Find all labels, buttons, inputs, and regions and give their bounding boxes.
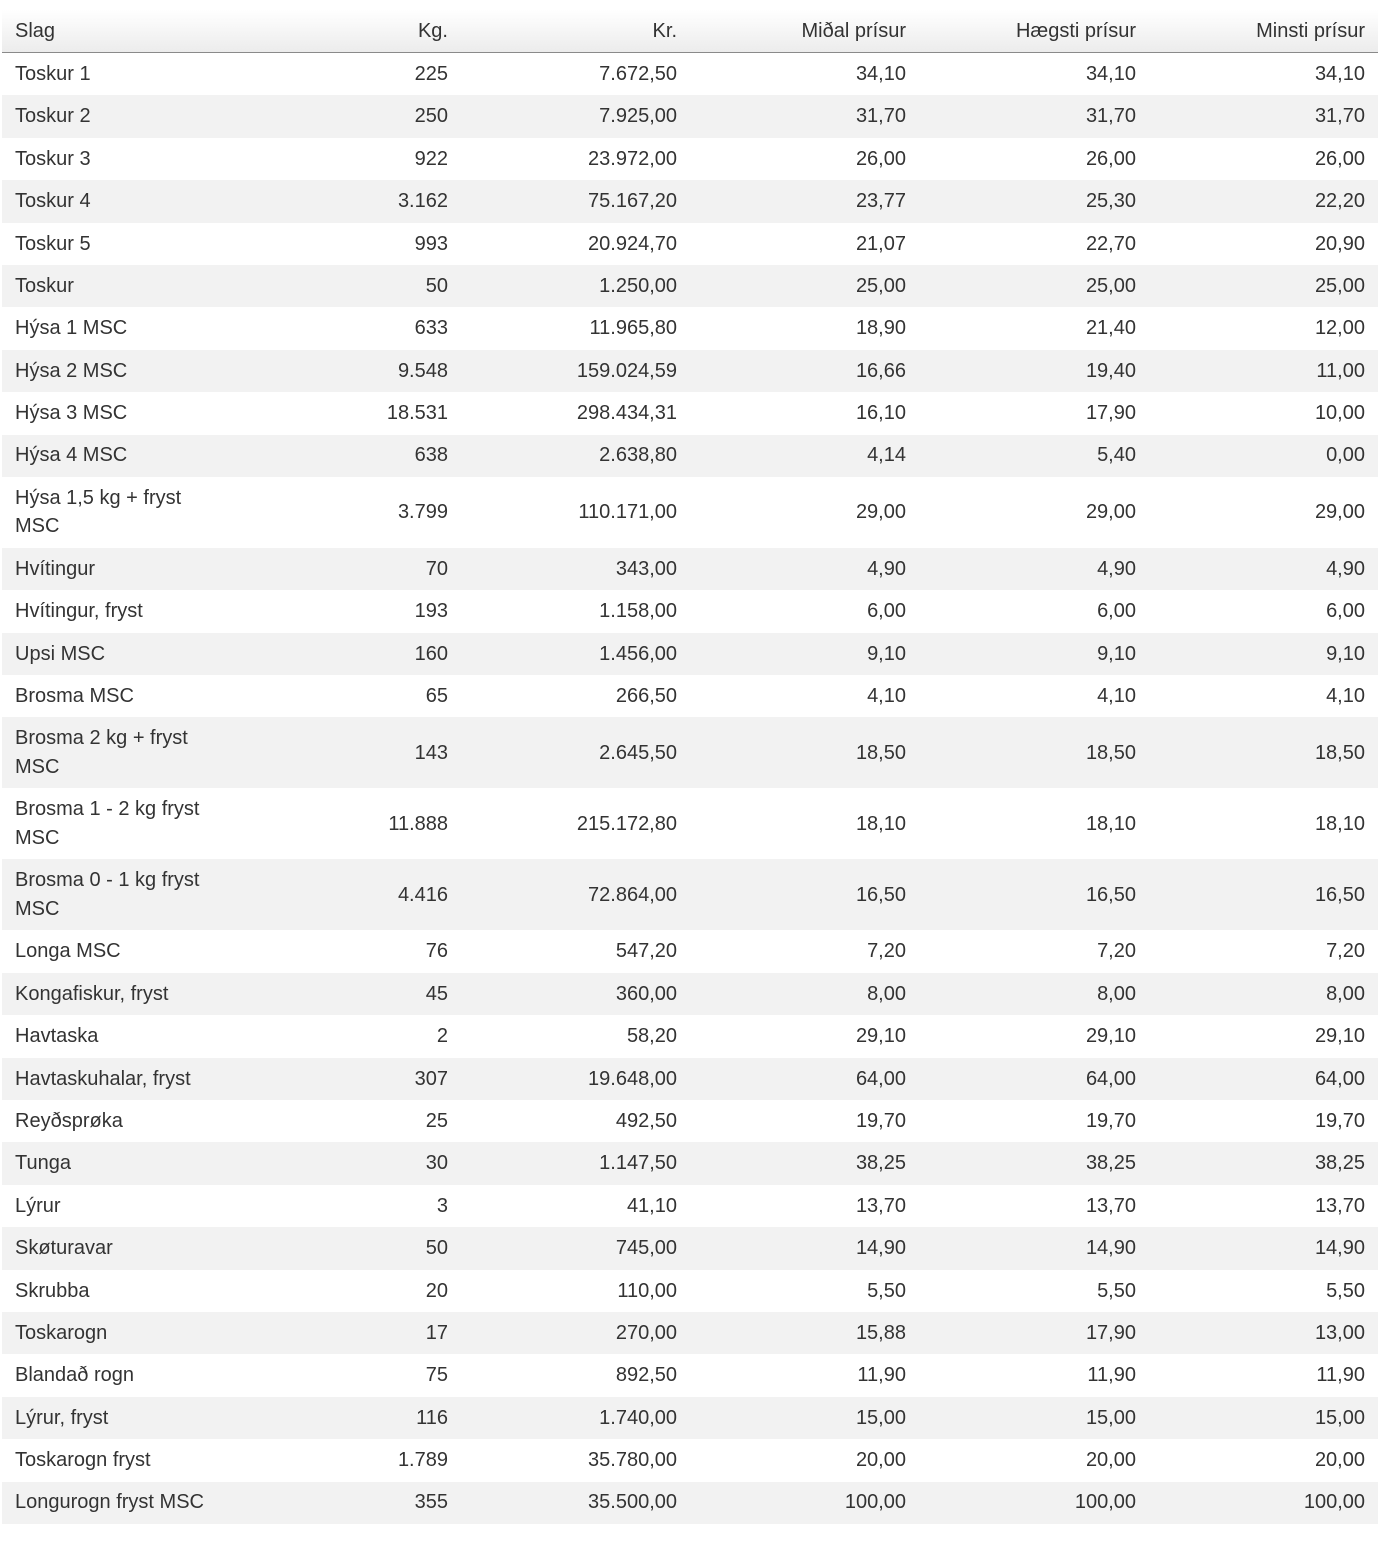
table-row — [2, 392, 1378, 434]
cell-avg-price: 20,00 — [855, 1449, 906, 1472]
cell-avg-price: 4,90 — [867, 557, 906, 580]
cell-slag: Skrubba — [15, 1279, 90, 1302]
column-header-max-price[interactable]: Hægsti prísur — [919, 10, 1149, 53]
cell-avg-price: 18,50 — [855, 741, 906, 764]
cell-avg-price: 15,00 — [855, 1406, 906, 1429]
cell-kr: 547,20 — [615, 940, 677, 963]
cell-max-price: 15,00 — [1085, 1406, 1136, 1429]
cell-kg: 50 — [425, 1237, 448, 1260]
cell-kg: 3.162 — [397, 190, 448, 213]
cell-slag: Tunga — [15, 1152, 71, 1175]
cell-slag: Toskur 5 — [15, 232, 91, 255]
cell-avg-price: 29,00 — [855, 501, 906, 524]
cell-slag: Lýrur — [15, 1194, 61, 1217]
cell-slag: Skøturavar — [15, 1237, 113, 1260]
cell-kg: 17 — [425, 1321, 448, 1344]
cell-max-price: 25,00 — [1085, 274, 1136, 297]
cell-min-price: 5,50 — [1326, 1279, 1365, 1302]
cell-max-price: 11,90 — [1087, 1364, 1136, 1387]
cell-avg-price: 21,07 — [855, 232, 906, 255]
cell-slag: Longa MSC — [15, 940, 121, 963]
cell-kr: 266,50 — [615, 685, 677, 708]
cell-kr: 72.864,00 — [588, 883, 677, 906]
cell-min-price: 18,50 — [1314, 741, 1365, 764]
cell-kg: 18.531 — [386, 402, 448, 425]
cell-slag: Reyðsprøka — [15, 1109, 123, 1132]
table-row — [2, 1227, 1378, 1269]
cell-max-price: 29,00 — [1085, 501, 1136, 524]
cell-kg: 3 — [436, 1194, 448, 1217]
cell-slag: Hýsa 2 MSC — [15, 359, 128, 382]
price-table-container — [2, 10, 1378, 1524]
cell-slag: Toskur 1 — [15, 62, 91, 85]
table-row — [2, 1312, 1378, 1354]
cell-slag: Brosma 1 - 2 kg fryst MSC — [15, 798, 200, 849]
table-row — [2, 1015, 1378, 1057]
cell-slag: Toskur 4 — [15, 190, 91, 213]
column-header-kg[interactable]: Kg. — [231, 10, 461, 53]
table-row — [2, 265, 1378, 307]
cell-slag: Brosma 2 kg + fryst MSC — [15, 727, 188, 778]
cell-max-price: 4,90 — [1097, 557, 1136, 580]
cell-kr: 745,00 — [615, 1237, 677, 1260]
table-row — [2, 1100, 1378, 1142]
cell-min-price: 19,70 — [1314, 1109, 1365, 1132]
cell-max-price: 16,50 — [1085, 883, 1136, 906]
cell-kg: 355 — [414, 1491, 448, 1514]
table-row — [2, 223, 1378, 265]
cell-min-price: 29,10 — [1314, 1025, 1365, 1048]
cell-max-price: 19,40 — [1085, 359, 1136, 382]
cell-max-price: 18,50 — [1085, 741, 1136, 764]
cell-kr: 35.500,00 — [588, 1491, 677, 1514]
table-row — [2, 1270, 1378, 1312]
cell-max-price: 5,40 — [1097, 444, 1136, 467]
cell-kg: 193 — [414, 600, 448, 623]
cell-kg: 160 — [414, 642, 448, 665]
cell-min-price: 38,25 — [1314, 1152, 1365, 1175]
cell-kg: 1.789 — [397, 1449, 448, 1472]
cell-max-price: 20,00 — [1085, 1449, 1136, 1472]
cell-slag: Toskur 3 — [15, 147, 91, 170]
cell-max-price: 6,00 — [1097, 600, 1136, 623]
cell-slag: Hýsa 4 MSC — [15, 444, 128, 467]
cell-avg-price: 38,25 — [855, 1152, 906, 1175]
cell-avg-price: 18,10 — [855, 812, 906, 835]
cell-min-price: 8,00 — [1326, 982, 1365, 1005]
table-row — [2, 307, 1378, 349]
table-row — [2, 1142, 1378, 1184]
column-header-min-price[interactable]: Minsti prísur — [1149, 10, 1378, 53]
cell-max-price: 34,10 — [1085, 62, 1136, 85]
cell-kg: 30 — [425, 1152, 448, 1175]
cell-avg-price: 18,90 — [855, 317, 906, 340]
cell-kr: 892,50 — [615, 1364, 677, 1387]
cell-slag: Hýsa 3 MSC — [15, 402, 128, 425]
table-row — [2, 675, 1378, 717]
cell-avg-price: 29,10 — [855, 1025, 906, 1048]
cell-kr: 7.672,50 — [599, 62, 677, 85]
cell-slag: Toskarogn fryst — [15, 1449, 151, 1472]
cell-kr: 1.147,50 — [599, 1152, 677, 1175]
cell-kr: 20.924,70 — [588, 232, 677, 255]
cell-avg-price: 13,70 — [855, 1194, 906, 1217]
cell-min-price: 22,20 — [1314, 190, 1365, 213]
table-row — [2, 1482, 1378, 1524]
cell-kg: 11.888 — [388, 812, 448, 835]
cell-kr: 1.158,00 — [599, 600, 677, 623]
cell-kr: 110,00 — [617, 1279, 677, 1302]
cell-min-price: 31,70 — [1314, 105, 1365, 128]
cell-max-price: 8,00 — [1097, 982, 1136, 1005]
cell-kr: 110.171,00 — [578, 501, 677, 524]
cell-kg: 9.548 — [397, 359, 448, 382]
cell-max-price: 21,40 — [1085, 317, 1136, 340]
cell-avg-price: 11,90 — [857, 1364, 906, 1387]
cell-min-price: 18,10 — [1314, 812, 1365, 835]
cell-min-price: 25,00 — [1314, 274, 1365, 297]
cell-slag: Toskur — [15, 274, 74, 297]
table-row — [2, 590, 1378, 632]
cell-kg: 633 — [414, 317, 448, 340]
cell-slag: Upsi MSC — [15, 642, 106, 665]
cell-kr: 19.648,00 — [588, 1067, 677, 1090]
cell-min-price: 34,10 — [1314, 62, 1365, 85]
cell-kg: 25 — [425, 1109, 448, 1132]
table-row — [2, 930, 1378, 972]
cell-kg: 993 — [414, 232, 448, 255]
table-header — [2, 10, 1378, 53]
cell-slag: Lýrur, fryst — [15, 1406, 109, 1429]
cell-min-price: 0,00 — [1326, 444, 1365, 467]
cell-min-price: 14,90 — [1314, 1237, 1365, 1260]
table-row — [2, 548, 1378, 590]
cell-slag: Havtaska — [15, 1025, 99, 1048]
cell-avg-price: 16,10 — [855, 402, 906, 425]
cell-kr: 1.740,00 — [599, 1406, 677, 1429]
cell-min-price: 13,70 — [1314, 1194, 1365, 1217]
cell-kg: 4.416 — [397, 883, 448, 906]
cell-kg: 20 — [425, 1279, 448, 1302]
cell-max-price: 19,70 — [1085, 1109, 1136, 1132]
cell-kg: 75 — [425, 1364, 448, 1387]
cell-kg: 250 — [414, 105, 448, 128]
cell-slag: Hvítingur, fryst — [15, 600, 143, 623]
cell-slag: Hýsa 1,5 kg + fryst MSC — [15, 486, 182, 538]
cell-avg-price: 5,50 — [867, 1279, 906, 1302]
cell-avg-price: 31,70 — [855, 105, 906, 128]
cell-max-price: 26,00 — [1085, 147, 1136, 170]
table-body — [2, 53, 1378, 1524]
cell-slag: Longurogn fryst MSC — [15, 1491, 204, 1514]
cell-max-price: 100,00 — [1074, 1491, 1136, 1514]
table-row — [2, 1397, 1378, 1439]
cell-max-price: 17,90 — [1085, 402, 1136, 425]
cell-min-price: 4,10 — [1326, 685, 1365, 708]
cell-avg-price: 23,77 — [855, 190, 906, 213]
cell-avg-price: 26,00 — [855, 147, 906, 170]
cell-min-price: 4,90 — [1326, 557, 1365, 580]
table-row — [2, 1058, 1378, 1100]
header-row — [2, 10, 1378, 53]
cell-min-price: 6,00 — [1326, 600, 1365, 623]
table-row — [2, 633, 1378, 675]
cell-min-price: 13,00 — [1314, 1321, 1365, 1344]
cell-avg-price: 64,00 — [855, 1067, 906, 1090]
cell-min-price: 26,00 — [1314, 147, 1365, 170]
cell-kr: 7.925,00 — [599, 105, 677, 128]
cell-avg-price: 16,50 — [855, 883, 906, 906]
cell-min-price: 29,00 — [1314, 501, 1365, 524]
table-row — [2, 350, 1378, 392]
cell-min-price: 16,50 — [1314, 883, 1365, 906]
cell-slag: Kongafiskur, fryst — [15, 982, 169, 1005]
cell-max-price: 4,10 — [1097, 685, 1136, 708]
table-row — [2, 1439, 1378, 1481]
table-row — [2, 1185, 1378, 1227]
cell-max-price: 64,00 — [1085, 1067, 1136, 1090]
cell-min-price: 11,00 — [1316, 359, 1365, 382]
table-row — [2, 973, 1378, 1015]
cell-avg-price: 16,66 — [855, 359, 906, 382]
cell-kr: 2.638,80 — [599, 444, 677, 467]
cell-kg: 2 — [436, 1025, 448, 1048]
cell-avg-price: 4,10 — [867, 685, 906, 708]
cell-kr: 360,00 — [615, 982, 677, 1005]
cell-min-price: 7,20 — [1326, 940, 1365, 963]
cell-kr: 75.167,20 — [588, 190, 677, 213]
cell-kg: 50 — [425, 274, 448, 297]
table-row — [2, 859, 1378, 930]
cell-min-price: 64,00 — [1314, 1067, 1365, 1090]
cell-avg-price: 100,00 — [844, 1491, 906, 1514]
column-header-slag[interactable]: Slag — [2, 10, 231, 53]
cell-max-price: 9,10 — [1097, 642, 1136, 665]
cell-kr: 492,50 — [615, 1109, 677, 1132]
table-row — [2, 717, 1378, 788]
cell-avg-price: 9,10 — [867, 642, 906, 665]
cell-kr: 270,00 — [615, 1321, 677, 1344]
cell-slag: Toskarogn — [15, 1321, 108, 1344]
cell-avg-price: 8,00 — [867, 982, 906, 1005]
cell-kg: 307 — [414, 1067, 448, 1090]
table-row — [2, 138, 1378, 180]
cell-kg: 116 — [416, 1406, 448, 1429]
cell-avg-price: 19,70 — [855, 1109, 906, 1132]
cell-slag: Brosma MSC — [15, 685, 134, 708]
table-row — [2, 477, 1378, 548]
cell-min-price: 11,90 — [1316, 1364, 1365, 1387]
column-header-kr[interactable]: Kr. — [461, 10, 690, 53]
cell-kr: 35.780,00 — [588, 1449, 677, 1472]
cell-slag: Blandað rogn — [15, 1364, 134, 1387]
cell-max-price: 25,30 — [1085, 190, 1136, 213]
cell-kg: 225 — [414, 62, 448, 85]
cell-kg: 143 — [414, 741, 448, 764]
cell-max-price: 14,90 — [1085, 1237, 1136, 1260]
column-header-avg-price[interactable]: Miðal prísur — [690, 10, 919, 53]
cell-kr: 41,10 — [626, 1194, 677, 1217]
cell-min-price: 10,00 — [1314, 402, 1365, 425]
cell-kr: 1.250,00 — [599, 274, 677, 297]
cell-min-price: 12,00 — [1314, 317, 1365, 340]
cell-kr: 23.972,00 — [588, 147, 677, 170]
price-table — [2, 10, 1378, 1524]
cell-max-price: 13,70 — [1085, 1194, 1136, 1217]
cell-kr: 58,20 — [626, 1025, 677, 1048]
cell-kg: 65 — [425, 685, 448, 708]
cell-kr: 2.645,50 — [599, 741, 677, 764]
cell-avg-price: 25,00 — [855, 274, 906, 297]
cell-max-price: 38,25 — [1085, 1152, 1136, 1175]
cell-min-price: 20,90 — [1314, 232, 1365, 255]
cell-max-price: 22,70 — [1085, 232, 1136, 255]
table-row — [2, 53, 1378, 96]
cell-kg: 3.799 — [397, 501, 448, 524]
cell-min-price: 100,00 — [1303, 1491, 1365, 1514]
cell-kg: 45 — [425, 982, 448, 1005]
table-row — [2, 788, 1378, 859]
cell-avg-price: 34,10 — [855, 62, 906, 85]
cell-kg: 922 — [414, 147, 448, 170]
cell-avg-price: 15,88 — [855, 1321, 906, 1344]
table-row — [2, 180, 1378, 222]
cell-max-price: 18,10 — [1085, 812, 1136, 835]
cell-kg: 638 — [414, 444, 448, 467]
table-row — [2, 435, 1378, 477]
cell-kr: 1.456,00 — [599, 642, 677, 665]
cell-slag: Hvítingur — [15, 557, 96, 580]
cell-slag: Brosma 0 - 1 kg fryst MSC — [15, 869, 200, 920]
cell-kr: 343,00 — [615, 557, 677, 580]
table-row — [2, 1354, 1378, 1396]
table-row — [2, 95, 1378, 137]
cell-max-price: 17,90 — [1085, 1321, 1136, 1344]
cell-max-price: 7,20 — [1097, 940, 1136, 963]
cell-max-price: 5,50 — [1097, 1279, 1136, 1302]
cell-kr: 215.172,80 — [576, 812, 677, 835]
cell-max-price: 29,10 — [1085, 1025, 1136, 1048]
cell-kr: 298.434,31 — [576, 402, 677, 425]
cell-slag: Toskur 2 — [15, 105, 91, 128]
cell-avg-price: 4,14 — [867, 444, 906, 467]
cell-max-price: 31,70 — [1085, 105, 1136, 128]
cell-slag: Hýsa 1 MSC — [15, 317, 128, 340]
cell-avg-price: 14,90 — [855, 1237, 906, 1260]
cell-min-price: 15,00 — [1314, 1406, 1365, 1429]
cell-avg-price: 7,20 — [867, 940, 906, 963]
cell-kg: 70 — [425, 557, 448, 580]
cell-kr: 11.965,80 — [589, 317, 677, 340]
cell-kg: 76 — [425, 940, 448, 963]
cell-avg-price: 6,00 — [867, 600, 906, 623]
cell-min-price: 20,00 — [1314, 1449, 1365, 1472]
cell-min-price: 9,10 — [1326, 642, 1365, 665]
cell-kr: 159.024,59 — [576, 359, 677, 382]
cell-slag: Havtaskuhalar, fryst — [15, 1067, 191, 1090]
